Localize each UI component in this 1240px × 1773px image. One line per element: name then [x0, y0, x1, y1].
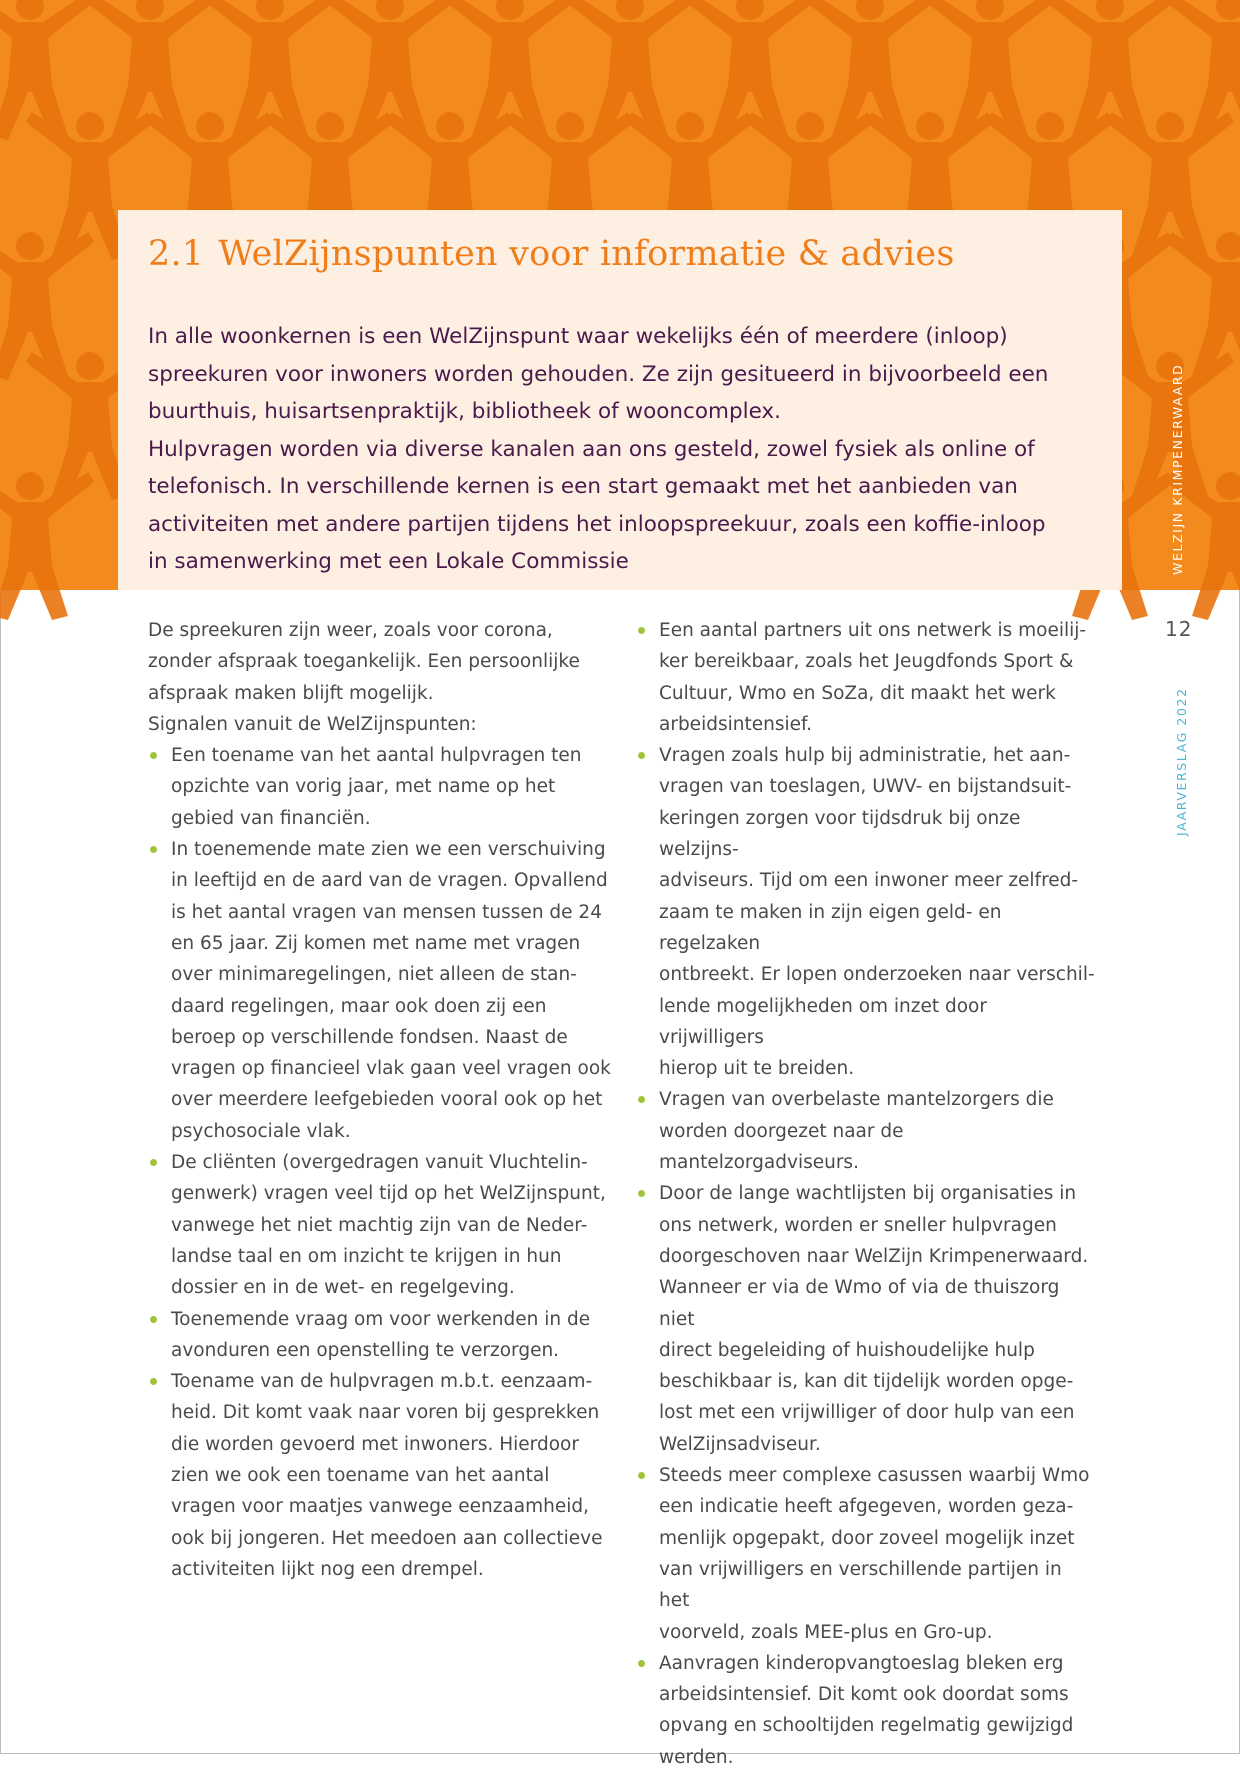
list-item: Aanvragen kinderopvangtoeslag bleken erg arbeidsintensief. Dit komt ook doordat soms opvang en schooltijden regelmatig gewijzigd werden. — [636, 1648, 1096, 1773]
left-column — [148, 615, 618, 1585]
list-item: Toenemende vraag om voor werkenden in de avonduren een openstelling te verzorgen. — [148, 1304, 618, 1367]
intro-paragraph — [148, 318, 1108, 581]
list-item: Een toename van het aantal hulpvragen ten opzichte van vorig jaar, met name op het gebied van financiën. — [148, 740, 618, 834]
list-item: Een aantal partners uit ons netwerk is moeilij- ker bereikbaar, zoals het Jeugdfonds Sport & Cultuur, Wmo en SoZa, dit maakt het werk arbeidsintensief. — [636, 615, 1096, 740]
text-line: Signalen vanuit de WelZijnspunten: — [148, 713, 477, 735]
intro-line: in samenwerking met een Lokale Commissie — [148, 549, 629, 574]
list-item: Door de lange wachtlijsten bij organisaties in ons netwerk, worden er sneller hulpvragen doorgeschoven naar WelZijn Krimpenerwaard. Wanneer er via de Wmo of via de thuiszorg niet direct begeleiding of huishoudelijke hulp beschikbaar is, kan dit tijdelijk worden opge- lost met een vrijwilliger of door hulp van een WelZijnsadviseur. — [636, 1178, 1096, 1460]
section-number: 2.1 — [148, 234, 205, 274]
intro-line: buurthuis, huisartsenpraktijk, bibliotheek of wooncomplex. — [148, 399, 781, 424]
text-line: afspraak maken blijft mogelijk. — [148, 682, 434, 704]
signals-list-left — [148, 740, 618, 1585]
list-item: Toename van de hulpvragen m.b.t. eenzaam- heid. Dit komt vaak naar voren bij gesprekken die worden gevoerd met inwoners. Hierdoor zien we ook een toename van het aantal vragen voor maatjes vanwege eenzaamheid, ook bij jongeren. Het meedoen aan collectieve activiteiten lijkt nog een drempel. — [148, 1366, 618, 1585]
list-item: Vragen van overbelaste mantelzorgers die worden doorgezet naar de mantelzorgadviseurs. — [636, 1084, 1096, 1178]
list-item: De cliënten (overgedragen vanuit Vluchtelin- genwerk) vragen veel tijd op het WelZijnspunt, vanwege het niet machtig zijn van de Neder- landse taal en om inzicht te krijgen in hun dossier en in de wet- en regelgeving. — [148, 1147, 618, 1303]
page-number: 12 — [1165, 617, 1193, 641]
intro-line: Hulpvragen worden via diverse kanalen aan ons gesteld, zowel fysiek als online of — [148, 436, 1035, 462]
right-column — [636, 615, 1096, 1773]
list-item: Steeds meer complexe casussen waarbij Wmo een indicatie heeft afgegeven, worden geza- menlijk opgepakt, door zoveel mogelijk inzet van vrijwilligers en verschillende partijen in het voorveld, zoals MEE-plus en Gro-up. — [636, 1460, 1096, 1648]
organization-side-label: WELZIJN KRIMPENERWAARD — [1170, 363, 1185, 575]
intro-box — [118, 210, 1122, 590]
text-line: zonder afspraak toegankelijk. Een persoonlijke — [148, 651, 580, 673]
list-item: In toenemende mate zien we een verschuiving in leeftijd en de aard van de vragen. Opvallend is het aantal vragen van mensen tussen de 24 en 65 jaar. Zij komen met name met vragen over minimaregelingen, niet alleen de stan- daard regelingen, maar ook doen zij een beroep op verschillende fondsen. Naast de vragen op financieel vlak gaan veel vragen ook over meerdere leefgebieden vooral ook op het psychosociale vlak. — [148, 834, 618, 1147]
list-item: Vragen zoals hulp bij administratie, het aan- vragen van toeslagen, UWV- en bijstandsuit- keringen zorgen voor tijdsdruk bij onze welzijns- adviseurs. Tijd om een inwoner meer zelfred- zaam te maken in zijn eigen geld- en regelzaken ontbreekt. Er lopen onderzoeken naar verschil- lende mogelijkheden om inzet door vrijwilligers hierop uit te breiden. — [636, 740, 1096, 1084]
intro-line: spreekuren voor inwoners worden gehouden. Ze zijn gesitueerd in bijvoorbeeld een — [148, 361, 1049, 387]
signals-list-right — [636, 615, 1096, 1773]
intro-line: telefonisch. In verschillende kernen is een start gemaakt met het aanbieden van — [148, 474, 1018, 499]
intro-line: In alle woonkernen is een WelZijnspunt waar wekelijks één of meerdere (inloop) — [148, 324, 1008, 349]
report-side-label: JAARVERSLAG 2022 — [1174, 687, 1189, 836]
section-title — [148, 234, 1092, 274]
text-line: De spreekuren zijn weer, zoals voor corona, — [148, 620, 553, 641]
section-title-text: WelZijnspunten voor informatie & advies — [218, 234, 955, 274]
intro-text-block — [148, 615, 618, 740]
intro-line: activiteiten met andere partijen tijdens het inloopspreekuur, zoals een koffie-inloop — [148, 511, 1046, 537]
